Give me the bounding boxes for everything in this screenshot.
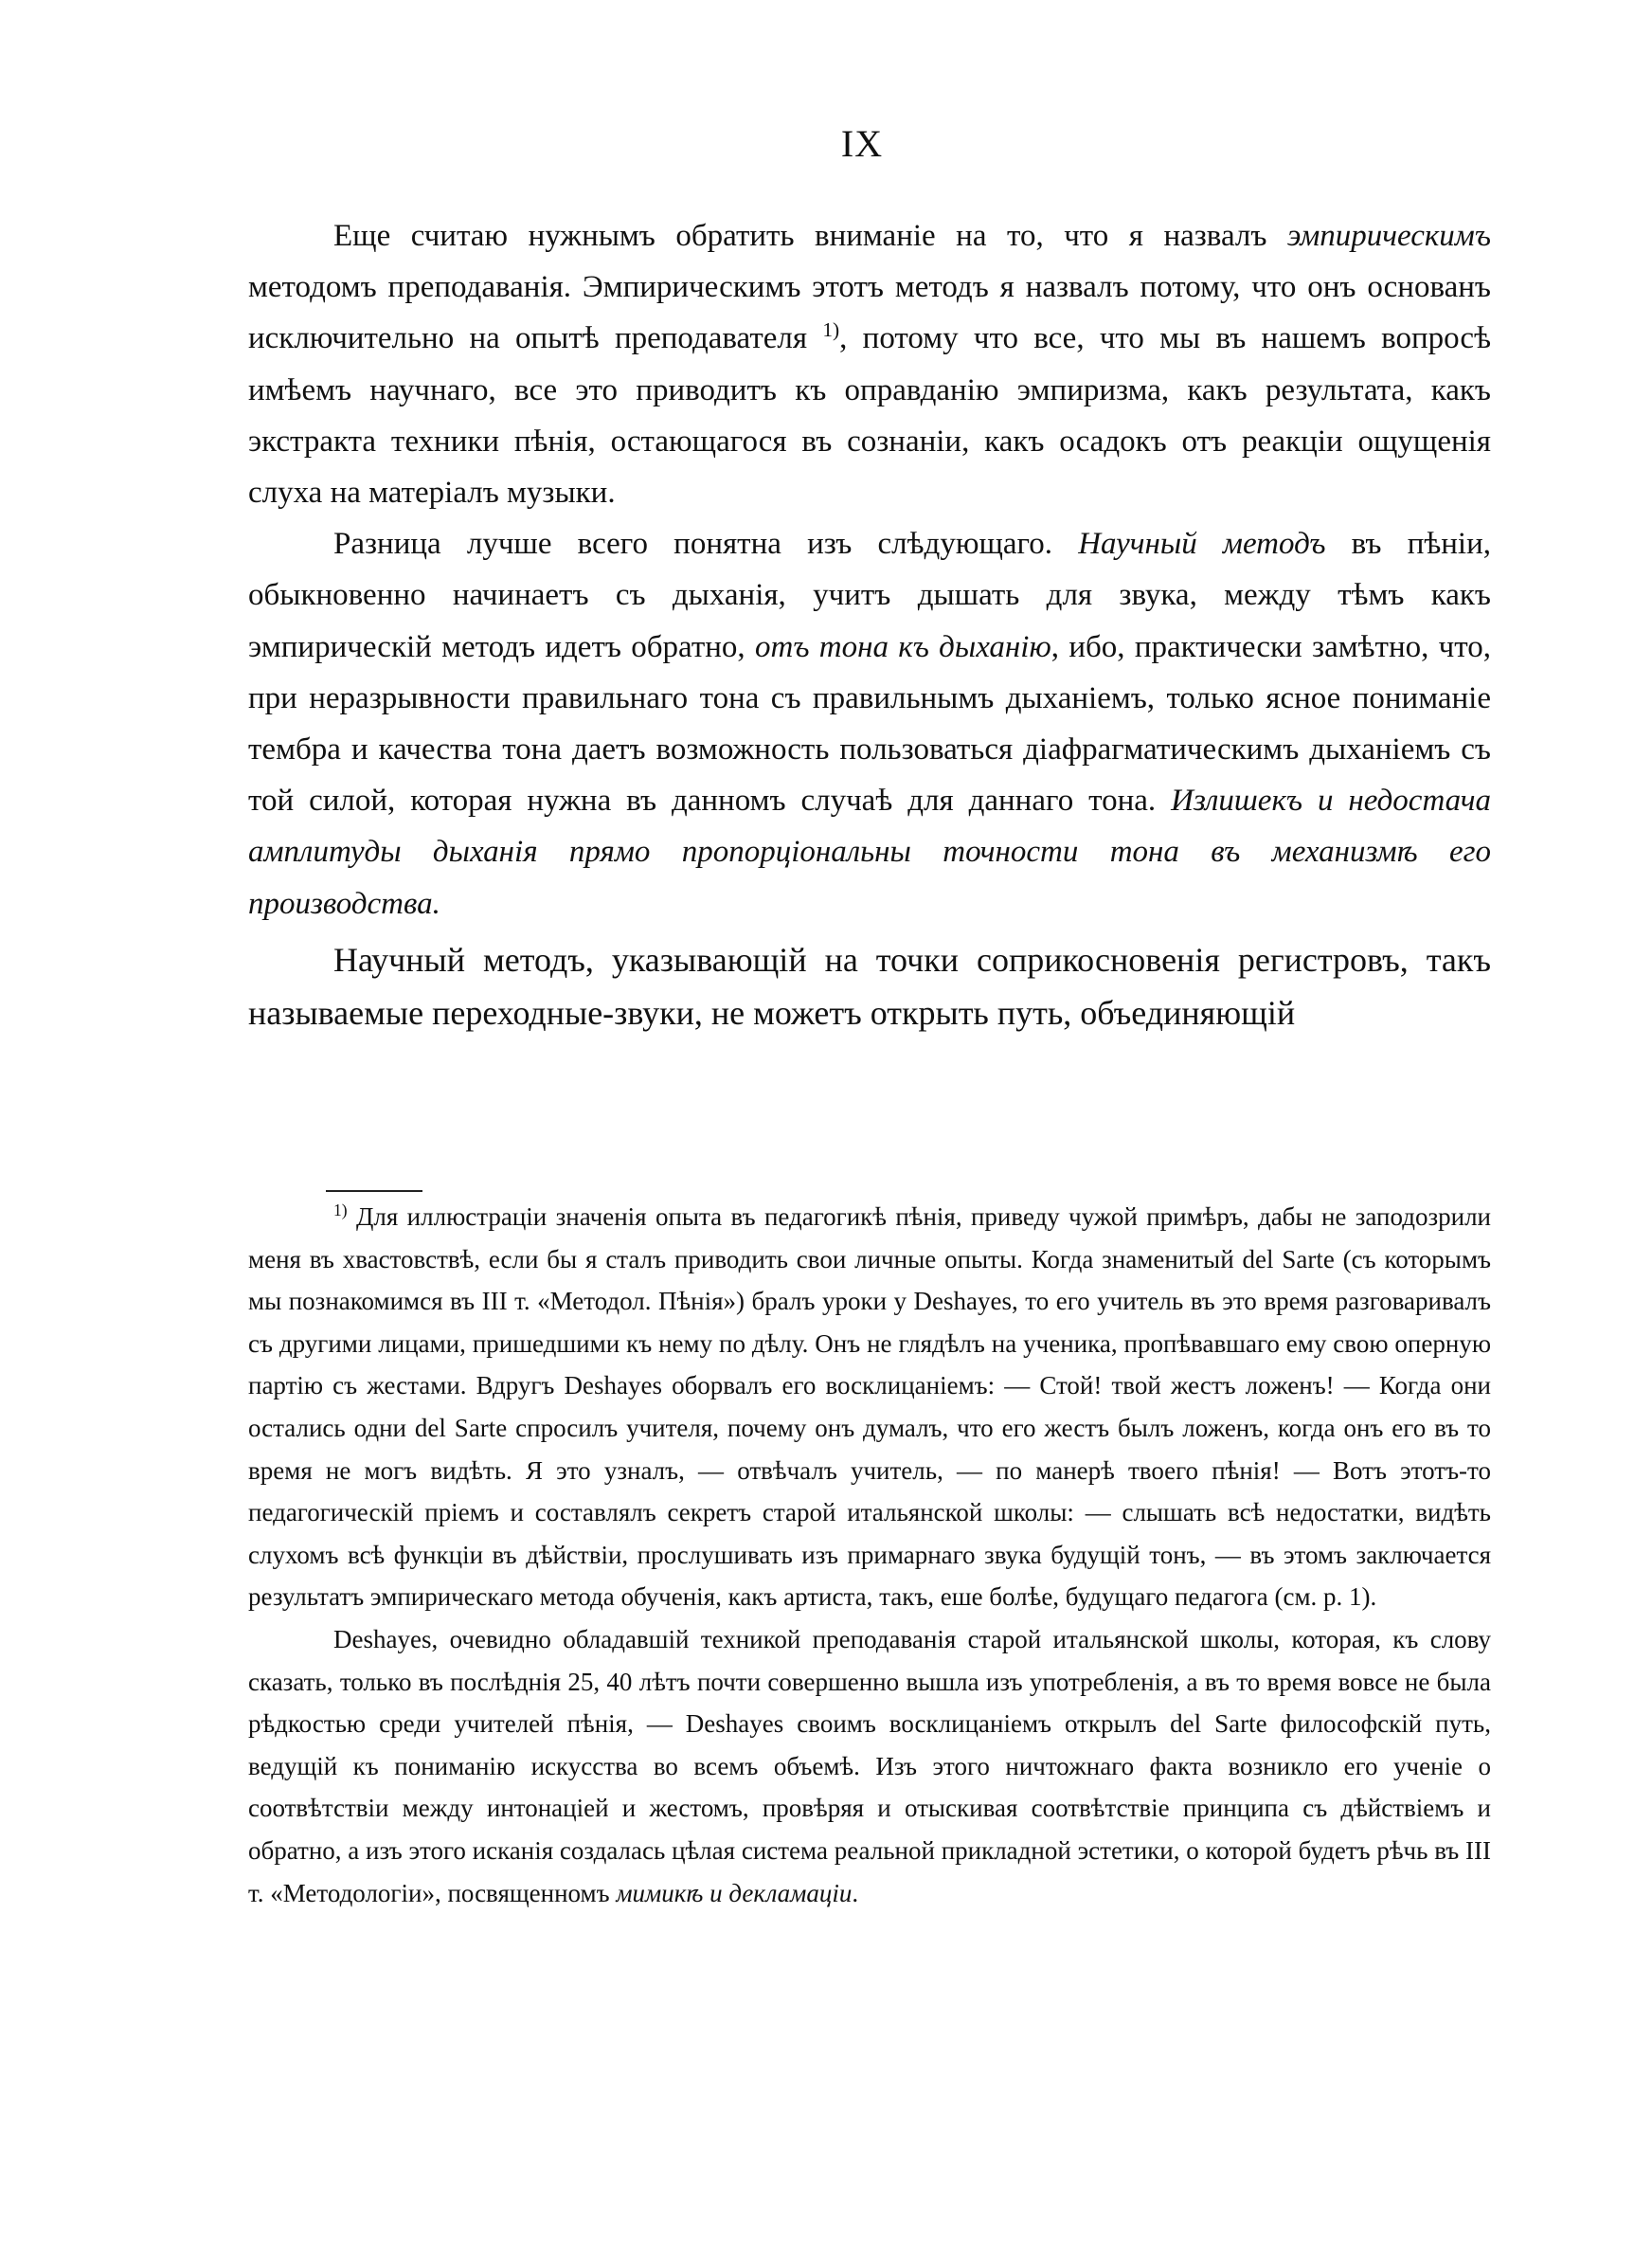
footnote-reference: 1) xyxy=(822,318,840,342)
footnote-1 xyxy=(248,1196,1491,1618)
paragraph-2-emphasis-1: Научный методъ xyxy=(1078,527,1326,562)
paragraph-1 xyxy=(248,210,1491,518)
paragraph-1-text-b: методомъ преподаванія. Эмпирическимъ этотъ методъ я назвалъ потому, что онъ основанъ исключительно на опытѣ преподавателя xyxy=(248,270,1491,356)
main-text xyxy=(248,210,1491,1039)
footnote-continuation xyxy=(248,1618,1491,1914)
paragraph-2-text-a: Разница лучше всего понятна изъ слѣдующаго. xyxy=(333,527,1079,562)
footnote-marker: 1) xyxy=(333,1201,348,1219)
paragraph-2-text-c: , ибо, практически замѣтно, что, при неразрывности правильнаго тона съ правильнымъ дыханіемъ, только ясное пониманіе тембра и качества тона даетъ возможность пользоваться діафрагматическимъ дыханіемъ съ той силой, которая нужна въ данномъ случаѣ для даннаго тона. xyxy=(248,629,1492,819)
paragraph-1-text-c: , потому что все, что мы въ нашемъ вопросѣ имѣемъ научнаго, все это приводитъ къ оправданію эмпиризма, какъ результата, какъ экстракта техники пѣнія, остающагося въ сознаніи, какъ осадокъ отъ реакціи ощущенія слуха на матеріалъ музыки. xyxy=(248,321,1492,511)
page-number: IX xyxy=(840,122,884,165)
paragraph-2-text-b: въ пѣніи, обыкновенно начинаетъ съ дыханія, учитъ дышать для звука, между тѣмъ какъ эмпирическій методъ идетъ обратно, xyxy=(248,527,1492,664)
footnote-continuation-text-b: . xyxy=(852,1878,859,1907)
paragraph-1-emphasis: эмпирическимъ xyxy=(1286,219,1491,253)
footnotes xyxy=(248,1196,1491,1914)
footnote-continuation-text-a: Deshayes, очевидно обладавшій техникой преподаванія старой итальянской школы, которая, къ слову сказать, только въ послѣднія 25, 40 лѣтъ почти совершенно вышла изъ употребленія, а въ то время вовсе не была рѣдкостью среди учителей пѣнія, — Deshayes своимъ восклицаніемъ открылъ del Sarte философскій путь, ведущій къ пониманію искусства во всемъ объемѣ. Изъ этого ничтожнаго факта возникло его ученіе о соотвѣтствіи между интонаціей и жестомъ, провѣряя и отыскивая соотвѣтствіе принципа съ дѣйствіемъ и обратно, а изъ этого исканія создалась цѣлая система реальной прикладной эстетики, о которой будетъ рѣчь въ III т. «Методологіи», посвященномъ xyxy=(248,1624,1491,1907)
paragraph-2-emphasis-3: Излишекъ и недостача амплитуды дыханія прямо пропорціональны точности тона въ механизмѣ его производства. xyxy=(248,784,1491,921)
paragraph-3: Научный методъ, указывающій на точки соприкосновенія регистровъ, такъ называемые переходные-звуки, не можетъ открыть путь, объединяющій xyxy=(248,940,1491,1032)
paragraph-2 xyxy=(248,518,1491,930)
footnote-divider xyxy=(326,1190,422,1192)
paragraph-1-text-a: Еще считаю нужнымъ обратить вниманіе на то, что я назвалъ xyxy=(333,219,1287,253)
paragraph-2-emphasis-2: отъ тона къ дыханію xyxy=(755,629,1051,664)
footnote-1-text: Для иллюстраціи значенія опыта въ педагогикѣ пѣнія, приведу чужой примѣръ, дабы не заподозрили меня въ хвастовствѣ, если бы я сталъ приводить свои личные опыты. Когда знаменитый del Sarte (съ которымъ мы познакомимся въ III т. «Методол. Пѣнія») бралъ уроки у Deshayes, то его учитель въ это время разговаривалъ съ другими лицами, пришедшими къ нему по дѣлу. Онъ не глядѣлъ на ученика, пропѣвавшаго ему свою оперную партію съ жестами. Вдругъ Deshayes оборвалъ его восклицаніемъ: — Стой! твой жестъ ложенъ! — Когда они остались одни del Sarte спросилъ учителя, почему онъ думалъ, что его жестъ былъ ложенъ, когда онъ его въ то время не могъ видѣть. Я это узналъ, — отвѣчалъ учитель, — по манерѣ твоего пѣнія! — Вотъ этотъ-то педагогическій пріемъ и составлялъ секретъ старой итальянской школы: — слышать всѣ недостатки, видѣть слухомъ всѣ функціи въ дѣйствіи, прослушивать изъ примарнаго звука будущій тонъ, — въ этомъ заключается результатъ эмпирическаго метода обученія, какъ артиста, такъ, еше болѣе, будущаго педагога (см. p. 1). xyxy=(248,1202,1491,1612)
footnote-continuation-emphasis: мимикѣ и декламаціи xyxy=(616,1878,853,1907)
